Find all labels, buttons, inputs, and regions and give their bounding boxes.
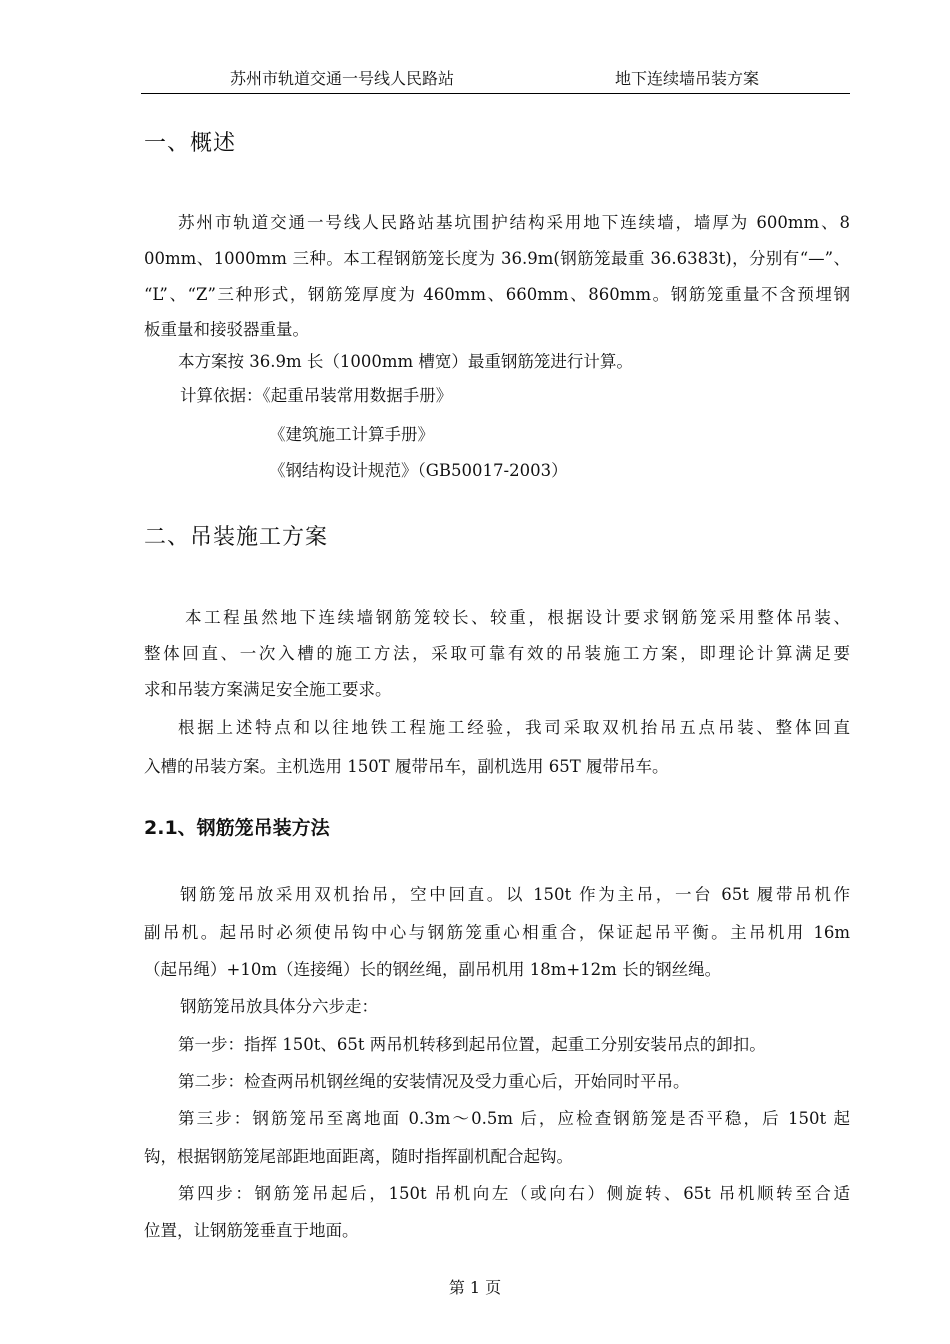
reference-item: 《建筑施工计算手册》 <box>269 425 434 444</box>
header-project-name: 苏州市轨道交通一号线人民路站 <box>230 69 455 88</box>
paragraph-line: 根据上述特点和以往地铁工程施工经验，我司采取双机抬吊五点吊装、整体回直 <box>178 718 850 737</box>
paragraph-line: 钢筋笼吊放具体分六步走： <box>180 997 378 1016</box>
step-line: 第三步：钢筋笼吊至离地面 0.3m～0.5m 后，应检查钢筋笼是否平稳，后 150t 起 <box>178 1109 850 1128</box>
paragraph-line: 入槽的吊装方案。主机选用 150T 履带吊车，副机选用 65T 履带吊车。 <box>144 757 669 776</box>
paragraph-line: 整体回直、一次入槽的施工方法，采取可靠有效的吊装施工方案，即理论计算满足要 <box>144 644 850 663</box>
paragraph-line: 本方案按 36.9m 长（1000mm 槽宽）最重钢筋笼进行计算。 <box>178 352 633 371</box>
paragraph-line: “L”、“Z”三种形式，钢筋笼厚度为 460mm、660mm、860mm。钢筋笼重量不含预埋钢 <box>144 285 850 304</box>
section-heading-overview: 一、概述 <box>144 131 237 156</box>
paragraph-line: 00mm、1000mm 三种。本工程钢筋笼长度为 36.9m(钢筋笼最重 36.6383t)，分别有“—”、 <box>144 249 850 268</box>
paragraph-line: 求和吊装方案满足安全施工要求。 <box>144 680 392 699</box>
subsection-heading-cage-lifting-method: 2.1、钢筋笼吊装方法 <box>144 817 330 839</box>
paragraph-line: 钢筋笼吊放采用双机抬吊，空中回直。以 150t 作为主吊，一台 65t 履带吊机作 <box>180 885 850 904</box>
reference-basis: 计算依据：《起重吊装常用数据手册》 <box>180 386 453 405</box>
step-line: 第二步：检查两吊机钢丝绳的安装情况及受力重心后，开始同时平吊。 <box>178 1072 690 1091</box>
paragraph-line: （起吊绳）+10m（连接绳）长的钢丝绳，副吊机用 18m+12m 长的钢丝绳。 <box>144 960 722 979</box>
header-document-title: 地下连续墙吊装方案 <box>615 69 760 88</box>
paragraph-line: 板重量和接驳器重量。 <box>144 320 309 339</box>
header-divider <box>141 93 850 94</box>
page-number: 第 1 页 <box>448 1278 502 1297</box>
step-line: 第一步：指挥 150t、65t 两吊机转移到起吊位置，起重工分别安装吊点的卸扣。 <box>178 1035 766 1054</box>
section-heading-lifting-plan: 二、吊装施工方案 <box>144 525 329 550</box>
paragraph-line: 本工程虽然地下连续墙钢筋笼较长、较重，根据设计要求钢筋笼采用整体吊装、 <box>185 608 850 627</box>
paragraph-line: 苏州市轨道交通一号线人民路站基坑围护结构采用地下连续墙，墙厚为 600mm、8 <box>178 213 850 232</box>
step-line: 钩，根据钢筋笼尾部距地面距离，随时指挥副机配合起钩。 <box>144 1147 573 1166</box>
step-line: 第四步：钢筋笼吊起后，150t 吊机向左（或向右）侧旋转、65t 吊机顺转至合适 <box>178 1184 850 1203</box>
step-line: 位置，让钢筋笼垂直于地面。 <box>144 1221 359 1240</box>
paragraph-line: 副吊机。起吊时必须使吊钩中心与钢筋笼重心相重合，保证起吊平衡。主吊机用 16m <box>144 923 850 942</box>
reference-item: 《钢结构设计规范》（GB50017-2003） <box>269 461 568 480</box>
